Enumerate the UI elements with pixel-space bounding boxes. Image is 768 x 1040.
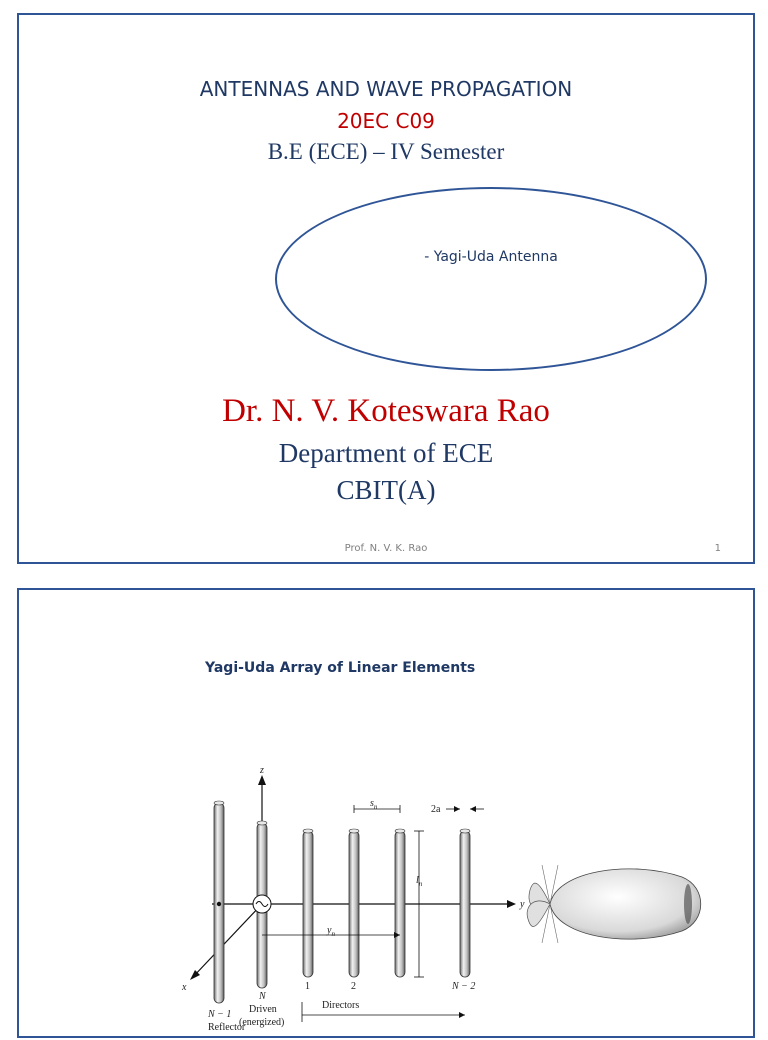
reflector-index-label: N − 1 (208, 1009, 232, 1020)
director-rod-3 (395, 831, 405, 977)
director-1-label: 1 (305, 981, 310, 992)
z-axis-arrowhead (258, 775, 266, 785)
radius-label: 2a (431, 804, 441, 815)
x-axis-label: x (182, 982, 187, 993)
y-axis-arrowhead (507, 900, 516, 908)
semester-label: B.E (ECE) – IV Semester (267, 139, 505, 164)
director-last-label: N − 2 (452, 981, 476, 992)
y-axis-label: y (520, 899, 525, 910)
spacing-label: $s_n$ (370, 798, 378, 811)
z-axis-label: z (260, 765, 264, 776)
author-name: Dr. N. V. Koteswara Rao (222, 393, 550, 429)
course-code: 20EC C09 (337, 109, 435, 133)
radiation-pattern (550, 869, 701, 939)
driven-index-label: N (259, 991, 266, 1002)
length-label: $l_n$ (416, 875, 423, 888)
x-axis (192, 904, 262, 978)
course-title: ANTENNAS AND WAVE PROPAGATION (199, 77, 573, 101)
director-rod-2 (349, 831, 359, 977)
driven-label: Driven (249, 1004, 277, 1015)
energized-label: (energized) (239, 1017, 285, 1028)
slide-2 (17, 588, 755, 1038)
position-label: $y_n$ (327, 925, 335, 938)
topic-ellipse (275, 187, 707, 371)
yagi-uda-diagram (162, 765, 722, 1040)
director-rod-1 (303, 831, 313, 977)
institute-label: CBIT(A) (336, 475, 436, 505)
slide-title: Yagi-Uda Array of Linear Elements (205, 660, 476, 676)
director-2-label: 2 (351, 981, 356, 992)
reflector-label: Reflector (208, 1022, 246, 1033)
page-number: 1 (714, 543, 721, 554)
slide-footer: Prof. N. V. K. Rao (344, 543, 428, 554)
director-rod-last (460, 831, 470, 977)
directors-label: Directors (322, 1000, 360, 1011)
topic-label: - Yagi-Uda Antenna (424, 249, 558, 265)
department-label: Department of ECE (278, 438, 494, 468)
slide-1 (17, 13, 755, 564)
